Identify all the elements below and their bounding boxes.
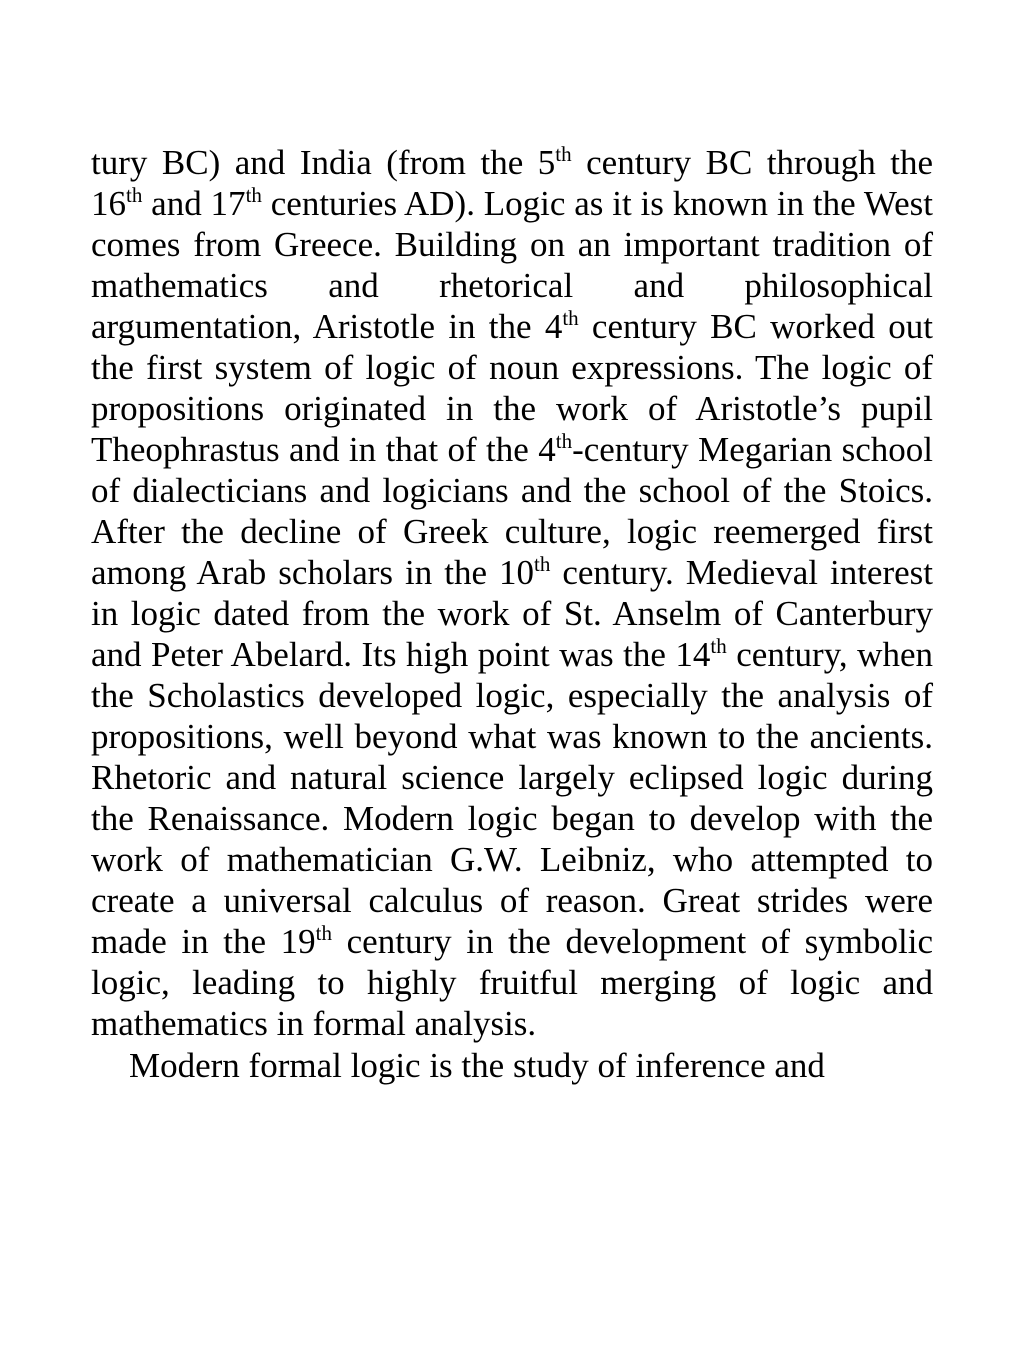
text-segment: tury BC) and India (from the 5 <box>91 143 556 182</box>
paragraph-modern-formal-logic <box>91 1045 933 1086</box>
text-segment: centuries AD). Logic as it is known in the West comes from Greece. Building on an important tradition of mathematics and rhetorical and philosophical argumentation, Aristotle in the 4 <box>91 184 933 346</box>
text-segment: century in the development of symbolic logic, leading to highly fruitful merging of logic and mathematics in formal analysis. <box>91 922 933 1043</box>
ordinal-suffix: th <box>245 183 262 207</box>
text-segment: century. Medieval interest in logic dated from the work of St. Anselm of Canterbury and Peter Abelard. Its high point was the 14 <box>91 553 933 674</box>
ordinal-suffix: th <box>555 429 573 453</box>
document-page <box>91 142 933 1086</box>
ordinal-suffix: th <box>562 306 579 330</box>
ordinal-suffix: th <box>315 921 333 945</box>
ordinal-suffix: th <box>126 183 143 207</box>
text-segment: -century Megarian school of dialecticians and logicians and the school of the Stoics. After the decline of Greek culture, logic reemerged first among Arab scholars in the 10 <box>91 430 933 592</box>
ordinal-suffix: th <box>555 142 572 166</box>
text-segment: and 17 <box>142 184 246 223</box>
text-segment: century BC through the 16 <box>91 143 934 223</box>
text-segment: century, when the Scholastics developed logic, especially the analysis of propositions, well beyond what was known to the ancients. Rhetoric and natural science largely eclipsed logic during the Renaissance. Modern logic began to develop with the work of mathematician G.W. Leibniz, who attempted to create a universal calculus of reason. Great strides were made in the 19 <box>91 635 933 961</box>
paragraph-history-of-logic <box>91 142 933 1044</box>
text-segment: Modern formal logic is the study of inference and <box>129 1046 825 1085</box>
ordinal-suffix: th <box>710 634 727 658</box>
ordinal-suffix: th <box>534 552 551 576</box>
text-segment: century BC worked out the first system of logic of noun expressions. The logic of propositions originated in the work of Aristotle’s pupil Theophrastus and in that of the 4 <box>91 307 934 469</box>
